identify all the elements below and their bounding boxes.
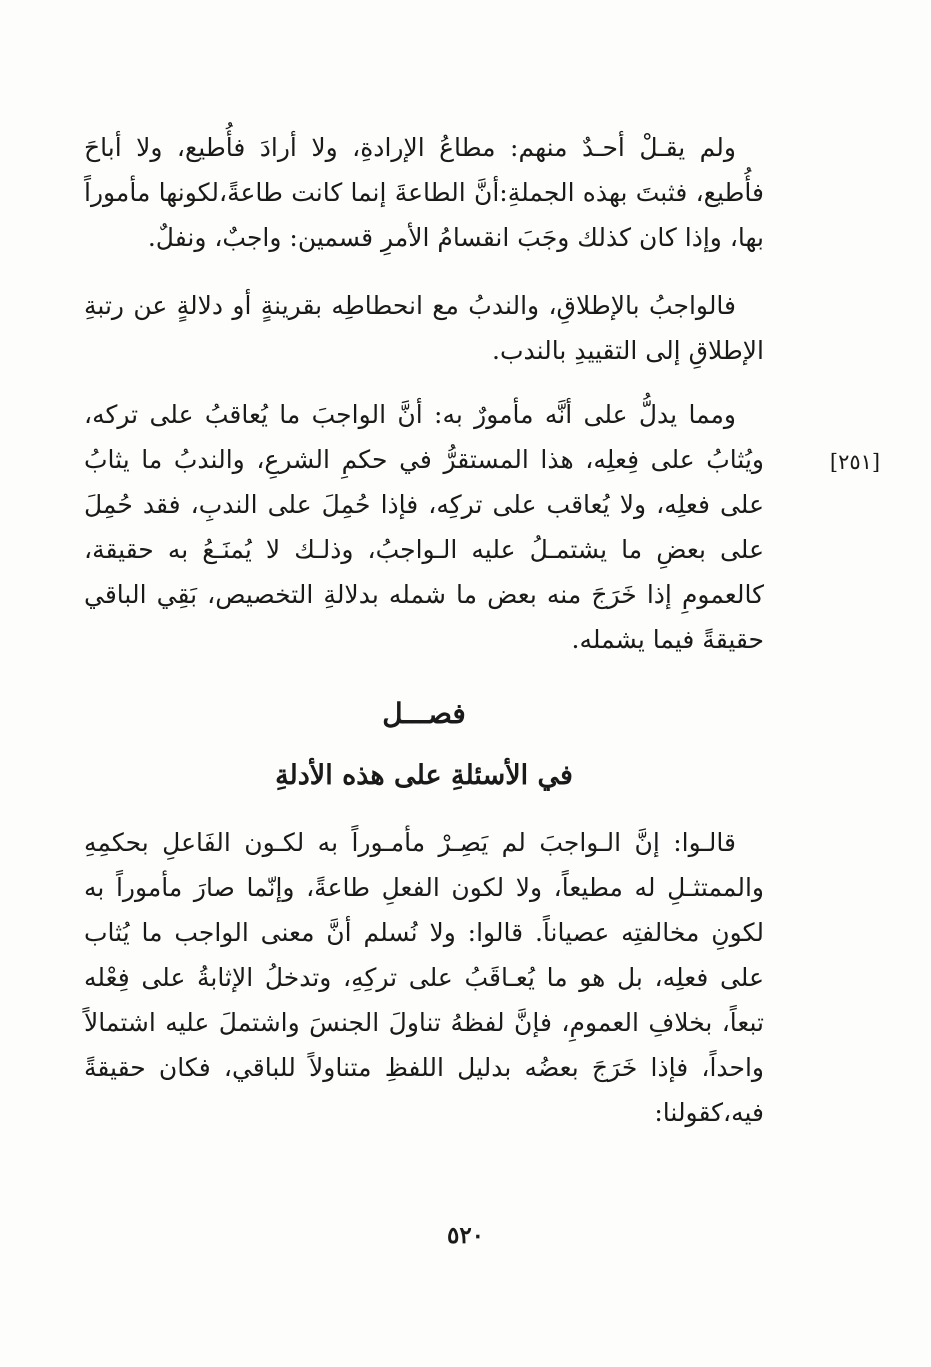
margin-page-reference: [٢٥١] — [829, 450, 881, 474]
paragraph-1-text: ولم يقـلْ أحـدٌ منهم: مطاعُ الإرادةِ، ولا أرادَ فأُطيع، ولا أباحَ فأُطيع، فثبتَ بهذه الجملةِ:أنَّ الطاعةَ إنما كانت طاعةً،لكونها مأموراً بها، وإذا كان كذلك وجَبَ انقسامُ الأمرِ قسمين: واجبٌ، ونفلٌ. — [84, 133, 764, 252]
paragraph-3-text: ومما يدلُّ على أنَّه مأمورٌ به: أنَّ الواجبَ ما يُعاقبُ على تركه، ويُثابُ على فِعلِه، هذا المستقرُّ في حكمِ الشرعِ، والندبُ ما يثابُ على فعلِه، ولا يُعاقب على تركِه، فإذا حُمِلَ على الندبِ، فقد حُمِلَ على بعضِ ما يشتمـلُ عليه الـواجبُ، وذلـك لا يُمنَـعُ به حقيقة، كالعمومِ إذا خَرَجَ منه بعض ما شمله بدلالةِ التخصيص، بَقِي الباقي حقيقةً فيما يشمله. — [84, 400, 764, 654]
paragraph-3 — [84, 392, 764, 662]
paragraph-4 — [84, 820, 764, 1135]
paragraph-1 — [84, 125, 764, 260]
section-heading: فصـــل — [382, 697, 466, 730]
page-number: ٥٢٠ — [446, 1222, 485, 1249]
paragraph-4-text: قالـوا: إنَّ الـواجبَ لم يَصِـرْ مأمـوراً به لكـون الفَاعلِ بحكمِهِ والممتثـلِ له مطيعاً، ولا لكون الفعلِ طاعةً، وإنّما صارَ مأموراً به لكونِ مخالفتِه عصياناً. قالوا: ولا نُسلم أنَّ معنى الواجب ما يُثاب على فعلِه، بل هو ما يُعـاقَبُ على تركِهِ، وتدخلُ الإثابةُ على فِعْله تبعاً، بخلافِ العمومِ، فإنَّ لفظهُ تناولَ الجنسَ واشتملَ عليه اشتمالاً واحداً، فإذا خَرَجَ بعضُه بدليل اللفظِ متناولاً للباقي، فكان حقيقةً فيه،كقولنا: — [84, 828, 764, 1127]
paragraph-2 — [84, 283, 764, 373]
paragraph-2-text: فالواجبُ بالإطلاقِ، والندبُ مع انحطاطِه بقرينةٍ أو دلالةٍ عن رتبةِ الإطلاقِ إلى التقييدِ بالندب. — [84, 291, 764, 365]
section-subtitle: في الأسئلةِ على هذه الأدلةِ — [275, 760, 573, 791]
